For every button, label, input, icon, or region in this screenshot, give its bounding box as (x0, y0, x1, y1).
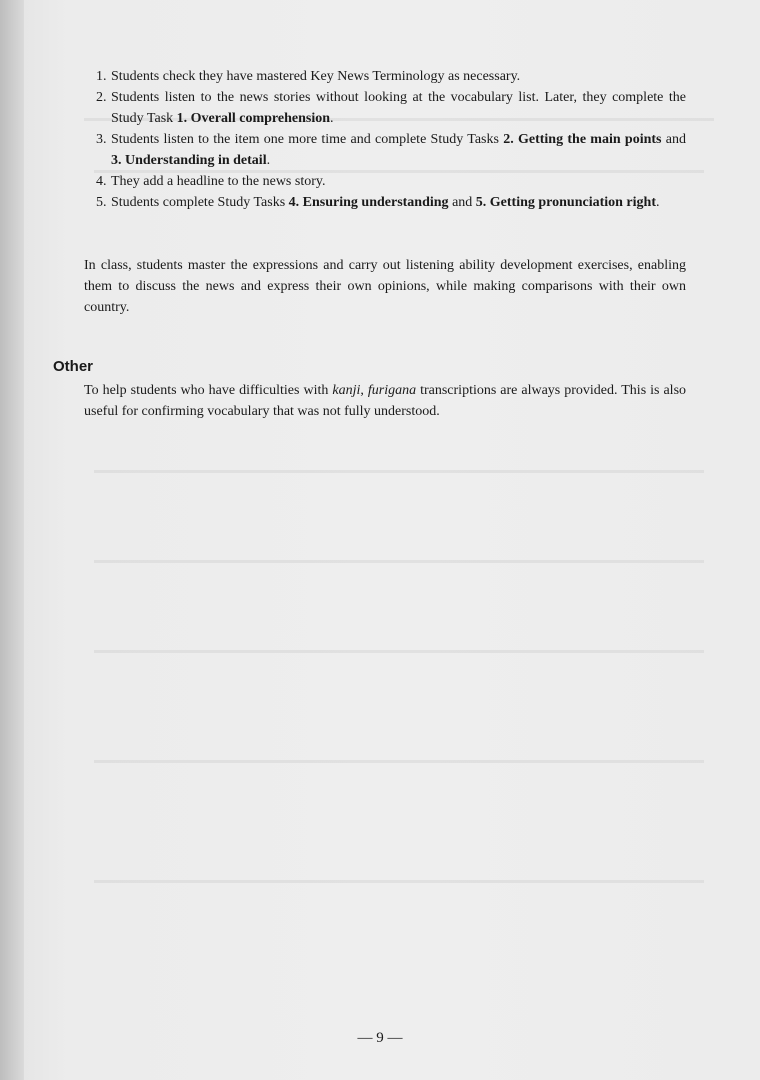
page-number: — 9 — (357, 1030, 403, 1046)
step-text: . (655, 195, 660, 210)
study-step (96, 129, 686, 171)
step-number: 4. (96, 174, 107, 189)
study-task-name: 3. Understanding in detail (111, 153, 267, 168)
step-text: They add a headline to the news story. (111, 174, 326, 189)
study-step (96, 66, 686, 87)
step-text: Students check they have mastered Key News Terminology as necessary. (111, 69, 521, 84)
step-text: Students listen to the news stories without looking at the vocabulary list. Later, they complete the Study Task (111, 90, 686, 126)
step-number: 5. (96, 195, 107, 210)
other-text: , (360, 383, 368, 398)
study-task-name: 1. Overall comprehension (176, 111, 331, 126)
step-text: Students listen to the item one more time and complete Study Tasks (111, 132, 504, 147)
step-number: 3. (96, 132, 107, 147)
step-text: . (266, 153, 271, 168)
page-binding-shadow (0, 0, 24, 1080)
step-text: and (661, 132, 686, 147)
bleed-through-line (94, 560, 704, 563)
step-number: 2. (96, 90, 107, 105)
bleed-through-line (94, 650, 704, 653)
other-text: To help students who have difficulties with (84, 383, 333, 398)
bleed-through-line (94, 880, 704, 883)
step-text: Students complete Study Tasks (111, 195, 289, 210)
bleed-through-line (94, 760, 704, 763)
other-text: transcriptions are always provided. This is also useful for confirming vocabulary that was not fully understood. (84, 383, 687, 419)
study-steps-list (96, 66, 686, 213)
study-task-name: 4. Ensuring understanding (288, 195, 449, 210)
bleed-through-line (94, 470, 704, 473)
step-number: 1. (96, 69, 107, 84)
study-step (96, 87, 686, 129)
study-step (96, 192, 686, 213)
study-task-name: 2. Getting the main points (503, 132, 662, 147)
other-paragraph (84, 380, 686, 422)
section-heading-other: Other (53, 358, 94, 375)
study-step (96, 171, 686, 192)
term-furigana: furigana (367, 383, 417, 398)
study-task-name: 5. Getting pronunciation right (475, 195, 656, 210)
class-paragraph: In class, students master the expressions and carry out listening ability development exercises, enabling them to discuss the news and express their own opinions, while making comparisons with their own country. (84, 258, 686, 315)
term-kanji: kanji (332, 383, 361, 398)
step-text: . (330, 111, 334, 126)
step-text: and (448, 195, 476, 210)
